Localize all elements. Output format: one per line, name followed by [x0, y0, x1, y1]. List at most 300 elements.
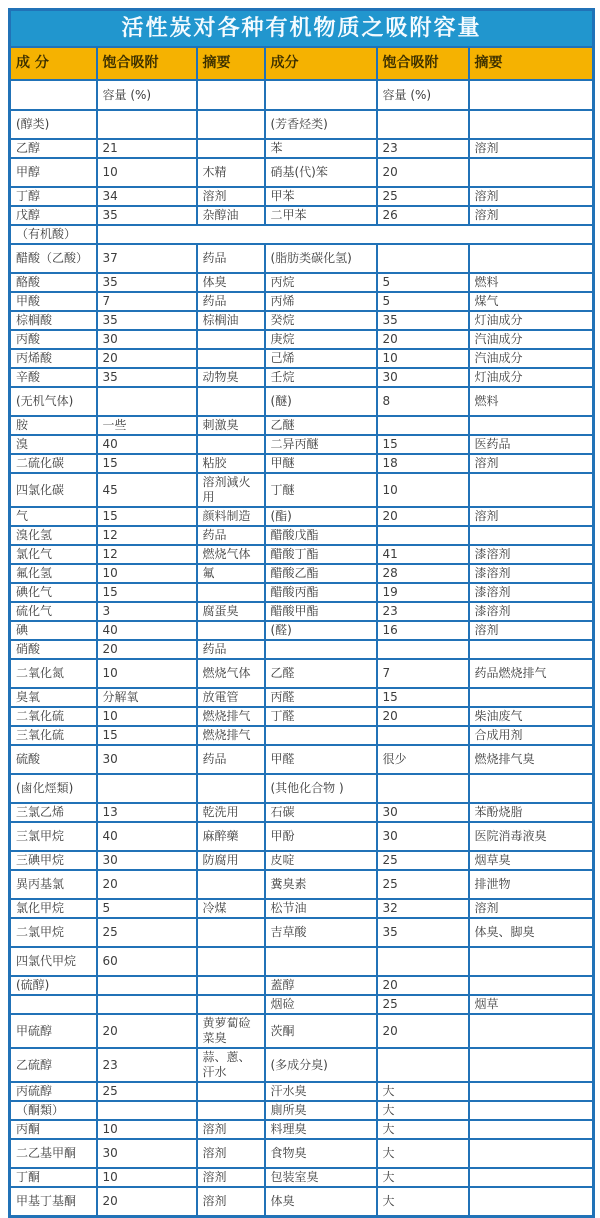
table-cell: 溶剂: [197, 1120, 265, 1139]
subheader-cell: [10, 80, 97, 110]
table-cell: [469, 473, 594, 507]
table-cell: 烟草臭: [469, 851, 594, 870]
table-cell: 10: [377, 349, 469, 368]
table-cell: 40: [97, 435, 197, 454]
table-cell: 硫化气: [10, 602, 97, 621]
table-cell: [197, 976, 265, 995]
table-cell: 13: [97, 803, 197, 822]
table-cell: [469, 1082, 594, 1101]
table-cell: 10: [97, 158, 197, 187]
table-cell: [97, 995, 197, 1014]
table-cell: 乙醛: [265, 659, 377, 688]
table-cell: 大: [377, 1187, 469, 1216]
table-cell: 二氧化硫: [10, 707, 97, 726]
table-row: [10, 349, 594, 368]
table-cell: 大: [377, 1168, 469, 1187]
table-row: [10, 1048, 594, 1082]
table-cell: 酪酸: [10, 273, 97, 292]
table-title: 活性炭对各种有机物质之吸附容量: [10, 10, 594, 48]
table-cell: 燃料: [469, 273, 594, 292]
table-cell: 20: [377, 1014, 469, 1048]
column-header: 成分: [265, 47, 377, 80]
table-row: [10, 621, 594, 640]
table-row: [10, 435, 594, 454]
table-cell: 20: [377, 707, 469, 726]
table-row: [10, 1187, 594, 1216]
table-cell: 26: [377, 206, 469, 225]
table-cell: 汗水臭: [265, 1082, 377, 1101]
table-cell: 体臭: [197, 273, 265, 292]
table-cell: (鹵化烴類): [10, 774, 97, 803]
table-cell: 防腐用: [197, 851, 265, 870]
table-cell: 腐蛋臭: [197, 602, 265, 621]
table-cell: [197, 349, 265, 368]
table-cell: 15: [97, 507, 197, 526]
table-row: [10, 139, 594, 158]
table-cell: 溶剂: [197, 1168, 265, 1187]
table-cell: 三碘甲烷: [10, 851, 97, 870]
table-cell: [97, 976, 197, 995]
table-cell: 苯酚烧脂: [469, 803, 594, 822]
table-cell: 16: [377, 621, 469, 640]
table-cell: [469, 1139, 594, 1168]
table-cell: 大: [377, 1082, 469, 1101]
table-cell: 燃烧排气: [197, 726, 265, 745]
table-cell: 溴: [10, 435, 97, 454]
table-cell: 溶剂: [469, 621, 594, 640]
table-cell: 3: [97, 602, 197, 621]
table-cell: 5: [377, 273, 469, 292]
table-row: [10, 1101, 594, 1120]
table-cell: 20: [97, 870, 197, 899]
table-row: [10, 330, 594, 349]
table-cell: 溶剂: [469, 507, 594, 526]
table-cell: 二异丙醚: [265, 435, 377, 454]
table-cell: 15: [97, 583, 197, 602]
table-cell: 12: [97, 526, 197, 545]
column-header: 饱合吸附: [97, 47, 197, 80]
table-cell: 吉草酸: [265, 918, 377, 947]
table-cell: 溶剂: [197, 1187, 265, 1216]
page: [0, 8, 600, 1208]
table-cell: 20: [97, 1187, 197, 1216]
table-cell: 丁醇: [10, 187, 97, 206]
table-cell: 溶剂: [469, 206, 594, 225]
table-cell: 20: [377, 507, 469, 526]
table-cell: 硝酸: [10, 640, 97, 659]
table-cell: [97, 387, 197, 416]
table-cell: 体臭、脚臭: [469, 918, 594, 947]
table-cell: 20: [97, 640, 197, 659]
table-cell: 丁醛: [265, 707, 377, 726]
title-row: [10, 10, 594, 48]
table-cell: 三氧化硫: [10, 726, 97, 745]
table-cell: [469, 976, 594, 995]
table-row: [10, 273, 594, 292]
table-row: [10, 947, 594, 976]
table-row: [10, 110, 594, 139]
table-cell: 23: [377, 139, 469, 158]
table-cell: 40: [97, 822, 197, 851]
table-row: [10, 473, 594, 507]
table-cell: [469, 640, 594, 659]
table-cell: [377, 774, 469, 803]
table-cell: 棕榈油: [197, 311, 265, 330]
table-row: [10, 870, 594, 899]
table-cell: (无机气体): [10, 387, 97, 416]
table-cell: 燃烧气体: [197, 545, 265, 564]
table-cell: (醇类): [10, 110, 97, 139]
table-row: [10, 1014, 594, 1048]
table-cell: 40: [97, 621, 197, 640]
table-cell: 35: [377, 311, 469, 330]
table-cell: 溴化氢: [10, 526, 97, 545]
table-cell: 35: [97, 273, 197, 292]
table-cell: [469, 688, 594, 707]
table-cell: [377, 244, 469, 273]
table-cell: [469, 1168, 594, 1187]
table-cell: 23: [97, 1048, 197, 1082]
table-cell: (其他化合物 ): [265, 774, 377, 803]
table-cell: [197, 583, 265, 602]
table-cell: 10: [97, 1120, 197, 1139]
table-cell: 戊醇: [10, 206, 97, 225]
table-cell: [197, 995, 265, 1014]
table-row: [10, 726, 594, 745]
table-row: [10, 851, 594, 870]
table-cell: 黄萝蔔硷菜臭: [197, 1014, 265, 1048]
table-cell: 碘: [10, 621, 97, 640]
table-cell: 甲醛: [265, 745, 377, 774]
table-cell: 丙硫醇: [10, 1082, 97, 1101]
table-cell: 28: [377, 564, 469, 583]
table-cell: 丙烷: [265, 273, 377, 292]
table-cell: 甲酚: [265, 822, 377, 851]
table-cell: 41: [377, 545, 469, 564]
subheader-cell: 容量 (%): [377, 80, 469, 110]
table-cell: 25: [377, 187, 469, 206]
table-cell: （有机酸）: [10, 225, 97, 244]
table-cell: 灯油成分: [469, 311, 594, 330]
table-row: [10, 1168, 594, 1187]
table-cell: [197, 1101, 265, 1120]
table-cell: [469, 1187, 594, 1216]
table-cell: 溶剂: [469, 454, 594, 473]
table-cell: 漆溶剂: [469, 564, 594, 583]
table-cell: 灯油成分: [469, 368, 594, 387]
table-cell: 醋酸丙酯: [265, 583, 377, 602]
table-cell: 石碳: [265, 803, 377, 822]
table-cell: 甲苯: [265, 187, 377, 206]
table-cell: 蒜、蔥、汗水: [197, 1048, 265, 1082]
table-row: [10, 225, 594, 244]
table-row: [10, 976, 594, 995]
table-cell: 蓋醇: [265, 976, 377, 995]
table-cell: 麻醉藥: [197, 822, 265, 851]
table-row: [10, 311, 594, 330]
table-cell: 溶剂: [469, 139, 594, 158]
table-cell: 杂醇油: [197, 206, 265, 225]
table-cell: [97, 774, 197, 803]
table-cell: 乾洗用: [197, 803, 265, 822]
table-row: [10, 368, 594, 387]
table-cell: 25: [97, 1082, 197, 1101]
table-cell: 30: [97, 1139, 197, 1168]
table-cell: 四氯代甲烷: [10, 947, 97, 976]
table-row: [10, 899, 594, 918]
table-row: [10, 454, 594, 473]
table-cell: 7: [377, 659, 469, 688]
table-cell: 醋酸丁酯: [265, 545, 377, 564]
table-cell: 30: [97, 851, 197, 870]
table-cell: [197, 387, 265, 416]
column-header: 摘要: [197, 47, 265, 80]
table-row: [10, 659, 594, 688]
table-cell: (多成分臭): [265, 1048, 377, 1082]
table-cell: [97, 1101, 197, 1120]
table-cell: 燃烧排气臭: [469, 745, 594, 774]
table-cell: 溶剂: [197, 1139, 265, 1168]
table-cell: 四氯化碳: [10, 473, 97, 507]
table-cell: （酮類）: [10, 1101, 97, 1120]
column-header: 摘要: [469, 47, 594, 80]
table-row: [10, 416, 594, 435]
table-cell: 漆溶剂: [469, 583, 594, 602]
table-cell: 放電管: [197, 688, 265, 707]
table-cell: 21: [97, 139, 197, 158]
table-cell: 25: [377, 851, 469, 870]
table-cell: 35: [377, 918, 469, 947]
table-cell: 37: [97, 244, 197, 273]
table-cell: 10: [97, 659, 197, 688]
table-cell: 气: [10, 507, 97, 526]
table-cell: 乙醚: [265, 416, 377, 435]
table-cell: [469, 244, 594, 273]
table-cell: 烟硷: [265, 995, 377, 1014]
table-row: [10, 745, 594, 774]
table-cell: 20: [377, 976, 469, 995]
table-cell: 合成用剂: [469, 726, 594, 745]
table-cell: 20: [377, 330, 469, 349]
table-cell: 7: [97, 292, 197, 311]
table-cell: 刺激臭: [197, 416, 265, 435]
table-cell: [197, 1082, 265, 1101]
table-cell: 氯化甲烷: [10, 899, 97, 918]
table-cell: 34: [97, 187, 197, 206]
table-cell: 二硫化碳: [10, 454, 97, 473]
subheader-cell: [469, 80, 594, 110]
table-cell: 大: [377, 1120, 469, 1139]
table-row: [10, 206, 594, 225]
table-cell: [197, 918, 265, 947]
table-cell: 漆溶剂: [469, 545, 594, 564]
table-cell: [265, 947, 377, 976]
table-cell: 10: [97, 564, 197, 583]
table-row: [10, 602, 594, 621]
table-cell: 丁酮: [10, 1168, 97, 1187]
table-cell: 23: [377, 602, 469, 621]
table-cell: [377, 640, 469, 659]
table-cell: 庚烷: [265, 330, 377, 349]
table-row: [10, 158, 594, 187]
column-header: 饱合吸附: [377, 47, 469, 80]
table-cell: 19: [377, 583, 469, 602]
table-row: [10, 774, 594, 803]
table-cell: (酯): [265, 507, 377, 526]
table-cell: 丙烯: [265, 292, 377, 311]
table-cell: 丙醛: [265, 688, 377, 707]
table-cell: [197, 139, 265, 158]
table-cell: 10: [97, 1168, 197, 1187]
table-cell: 食物臭: [265, 1139, 377, 1168]
table-cell: (芳香烃类): [265, 110, 377, 139]
table-cell: 溶剂: [469, 899, 594, 918]
table-cell: 己烯: [265, 349, 377, 368]
table-cell: 皮啶: [265, 851, 377, 870]
table-row: [10, 507, 594, 526]
table-cell: 醋酸甲酯: [265, 602, 377, 621]
table-cell: 丙烯酸: [10, 349, 97, 368]
table-cell: 乙醇: [10, 139, 97, 158]
table-cell: 药品: [197, 745, 265, 774]
table-row: [10, 688, 594, 707]
table-cell: 医院消毒液臭: [469, 822, 594, 851]
table-cell: 甲醚: [265, 454, 377, 473]
table-cell: 60: [97, 947, 197, 976]
table-cell: [469, 1048, 594, 1082]
table-cell: 丙酸: [10, 330, 97, 349]
table-cell: 汽油成分: [469, 349, 594, 368]
table-cell: [197, 947, 265, 976]
table-cell: 溶剂減火用: [197, 473, 265, 507]
table-cell: [377, 416, 469, 435]
table-cell: 硝基(代)笨: [265, 158, 377, 187]
table-cell: 32: [377, 899, 469, 918]
table-cell: [265, 726, 377, 745]
table-cell: 12: [97, 545, 197, 564]
table-cell: [197, 774, 265, 803]
table-cell: 18: [377, 454, 469, 473]
table-cell: 甲醇: [10, 158, 97, 187]
table-cell: 25: [97, 918, 197, 947]
table-cell: 辛酸: [10, 368, 97, 387]
table-cell: [469, 1120, 594, 1139]
table-row: [10, 803, 594, 822]
table-cell: 大: [377, 1101, 469, 1120]
table-cell: 25: [377, 995, 469, 1014]
table-cell: 碘化气: [10, 583, 97, 602]
table-cell: [377, 1048, 469, 1082]
table-cell: 15: [97, 454, 197, 473]
table-cell: 柴油废气: [469, 707, 594, 726]
table-cell: 一些: [97, 416, 197, 435]
table-cell: 三氯甲烷: [10, 822, 97, 851]
table-cell: [469, 158, 594, 187]
subheader-cell: 容量 (%): [97, 80, 197, 110]
table-row: [10, 244, 594, 273]
table-cell: 45: [97, 473, 197, 507]
table-cell: 二氧化氮: [10, 659, 97, 688]
table-cell: 30: [97, 330, 197, 349]
table-cell: 8: [377, 387, 469, 416]
table-cell: 臭氧: [10, 688, 97, 707]
table-cell: 苯: [265, 139, 377, 158]
table-cell: [469, 1101, 594, 1120]
table-cell: 15: [377, 435, 469, 454]
table-cell: [197, 435, 265, 454]
table-cell: 30: [377, 822, 469, 851]
table-cell: [377, 947, 469, 976]
table-cell: 25: [377, 870, 469, 899]
subheader-row: [10, 80, 594, 110]
table-cell: [10, 995, 97, 1014]
table-cell: 药品: [197, 292, 265, 311]
table-cell: [469, 526, 594, 545]
table-row: [10, 918, 594, 947]
table-cell: 35: [97, 311, 197, 330]
table-row: [10, 564, 594, 583]
table-cell: 棕榈酸: [10, 311, 97, 330]
table-cell: 30: [97, 745, 197, 774]
column-header: 成 分: [10, 47, 97, 80]
table-cell: [377, 110, 469, 139]
table-cell: 药品: [197, 244, 265, 273]
table-cell: [469, 1014, 594, 1048]
table-cell: 燃烧气体: [197, 659, 265, 688]
table-cell: (醚): [265, 387, 377, 416]
subheader-cell: [265, 80, 377, 110]
table-cell: 溶剂: [469, 187, 594, 206]
table-cell: 漆溶剂: [469, 602, 594, 621]
table-cell: 35: [97, 206, 197, 225]
table-cell: 15: [97, 726, 197, 745]
table-cell: [197, 870, 265, 899]
table-cell: 茨酮: [265, 1014, 377, 1048]
table-cell: (醛): [265, 621, 377, 640]
table-cell: 癸烷: [265, 311, 377, 330]
table-cell: [97, 110, 197, 139]
table-cell: [265, 640, 377, 659]
table-cell: 二甲苯: [265, 206, 377, 225]
table-cell: 丙酮: [10, 1120, 97, 1139]
table-cell: 松节油: [265, 899, 377, 918]
table-cell: 烟草: [469, 995, 594, 1014]
table-cell: 药品: [197, 526, 265, 545]
table-row: [10, 1082, 594, 1101]
table-cell: 燃料: [469, 387, 594, 416]
table-cell: 丁醚: [265, 473, 377, 507]
table-cell: 醋酸戊酯: [265, 526, 377, 545]
table-cell: 大: [377, 1139, 469, 1168]
table-cell: 二氯甲烷: [10, 918, 97, 947]
table-cell: [469, 774, 594, 803]
table-cell: 35: [97, 368, 197, 387]
table-cell: [197, 621, 265, 640]
table-cell: [377, 726, 469, 745]
table-cell: 料理臭: [265, 1120, 377, 1139]
table-cell: 粘胶: [197, 454, 265, 473]
table-row: [10, 187, 594, 206]
table-cell: 冷煤: [197, 899, 265, 918]
table-cell: 甲硫醇: [10, 1014, 97, 1048]
table-cell: 医药品: [469, 435, 594, 454]
table-cell: 醋酸（乙酸）: [10, 244, 97, 273]
table-cell: 动物臭: [197, 368, 265, 387]
table-cell: 燃烧排气: [197, 707, 265, 726]
table-cell: 5: [377, 292, 469, 311]
table-cell: 20: [377, 158, 469, 187]
table-cell: [197, 330, 265, 349]
